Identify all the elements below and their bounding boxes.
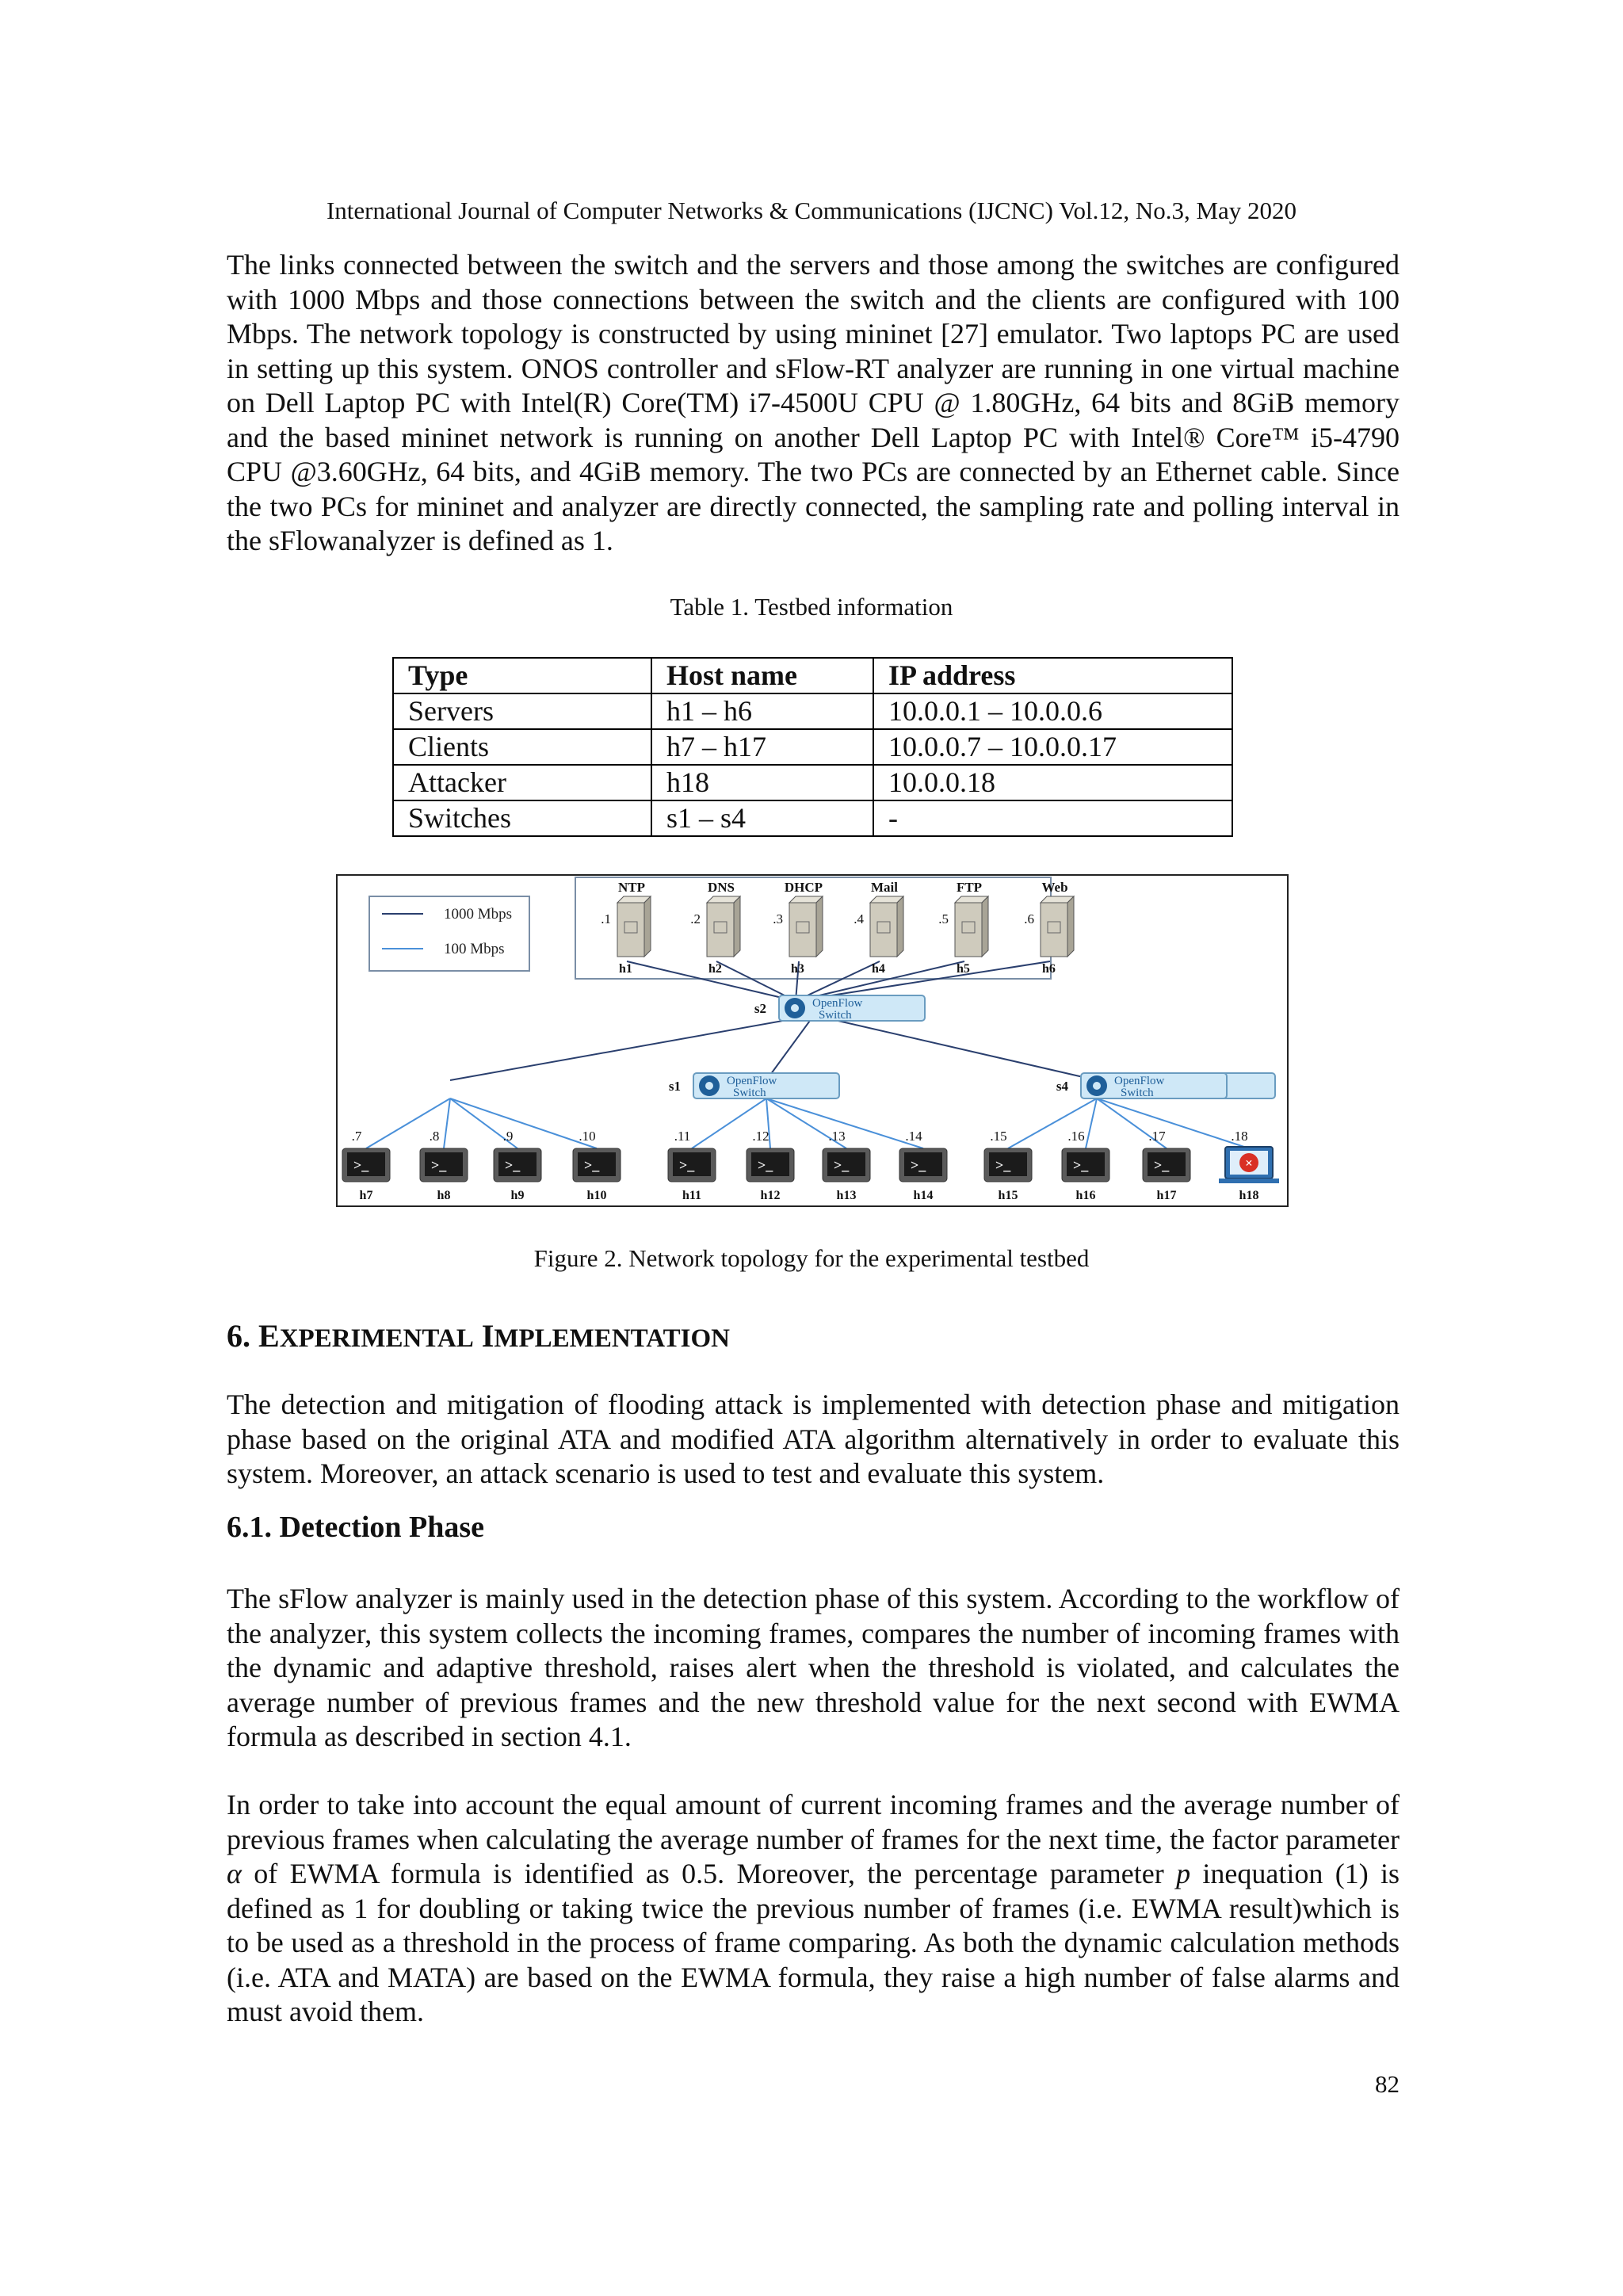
table-caption: Table 1. Testbed information (670, 593, 953, 621)
client-host-label: h16 (1075, 1189, 1096, 1202)
terminal-prompt: >_ (834, 1157, 850, 1173)
table-cell: s1 – s4 (651, 800, 873, 836)
terminal-prompt: >_ (1154, 1157, 1170, 1173)
attacker-alert-icon-mark: × (1245, 1156, 1253, 1171)
server-ip-label: .1 (601, 911, 611, 926)
server-ip-label: .3 (773, 911, 783, 926)
server-role-label: DHCP (784, 880, 823, 895)
table-cell: h18 (651, 765, 873, 800)
switch-logo-icon-inner (791, 1004, 799, 1012)
server-icon-side (644, 896, 651, 957)
client-ip-label: .11 (674, 1129, 691, 1144)
table-cell: Servers (393, 693, 651, 729)
table-header-cell: Type (393, 658, 651, 693)
server-ip-label: .5 (938, 911, 949, 926)
switch-label: Switch (733, 1087, 766, 1099)
section-word-rest: XPERIMENTAL (279, 1324, 474, 1353)
network-topology-figure (336, 874, 1289, 1207)
server-role-label: Web (1041, 880, 1068, 895)
client-host-label: h18 (1239, 1189, 1259, 1202)
table-cell: 10.0.0.7 – 10.0.0.17 (873, 729, 1232, 765)
server-icon-side (897, 896, 903, 957)
page-number: 82 (1375, 2070, 1400, 2098)
client-ip-label: .14 (905, 1129, 922, 1144)
text-span: In order to take into account the equal amount of current incoming frames and the average number of previous frames when calculating the average number of frames for the next time, the factor parameter (227, 1789, 1400, 1855)
server-ip-label: .6 (1024, 911, 1034, 926)
server-ip-label: .2 (690, 911, 701, 926)
section-number: 6. (227, 1318, 258, 1354)
terminal-prompt: >_ (353, 1157, 369, 1173)
table-header-cell: Host name (651, 658, 873, 693)
section-word-rest: MPLEMENTATION (494, 1324, 730, 1353)
switch-logo-icon-inner (705, 1082, 713, 1090)
server-icon-side (734, 896, 740, 957)
p-symbol: p (1176, 1858, 1191, 1889)
client-host-label: h17 (1156, 1189, 1177, 1202)
table-cell: 10.0.0.1 – 10.0.0.6 (873, 693, 1232, 729)
detection-paragraph-2 (227, 1788, 1400, 2030)
client-ip-label: .15 (990, 1129, 1007, 1144)
detection-paragraph-1: The sFlow analyzer is mainly used in the detection phase of this system. According to the workflow of the analyzer, this system collects the incoming frames, compares the number of incoming frames with the dynamic and adaptive threshold, raises alert when the threshold is violated, and calculates the average number of previous frames and the new threshold value for the next second with EWMA formula as described in section 4.1. (227, 1583, 1400, 1752)
server-icon (789, 903, 816, 957)
table-cell: h1 – h6 (651, 693, 873, 729)
table-header-row (393, 658, 1232, 693)
client-host-label: h12 (760, 1189, 781, 1202)
server-icon-side (982, 896, 988, 957)
subsection-heading: 6.1. Detection Phase (227, 1511, 485, 1544)
legend-label: 1000 Mbps (444, 906, 513, 923)
legend-label: 100 Mbps (444, 941, 505, 957)
switch-label: OpenFlow (1114, 1075, 1165, 1087)
text-span: inequation (1) is defined as 1 for doubling or taking twice the previous number of frames (i.e. EWMA result)which is to be used as a threshold in the process of frame comparing. As both the dynamic calculation methods (i.e. ATA and MATA) are based on the EWMA formula, they raise a high number of false alarms and must avoid them. (227, 1858, 1400, 2027)
switch-name-label: s1 (668, 1079, 681, 1094)
client-ip-label: .18 (1231, 1129, 1248, 1144)
terminal-prompt: >_ (505, 1157, 521, 1173)
server-host-label: h5 (957, 962, 970, 976)
section-word-cap: E (258, 1318, 280, 1354)
switch-name-label: s2 (754, 1001, 766, 1016)
switch-label: OpenFlow (812, 997, 863, 1010)
client-host-label: h15 (998, 1189, 1018, 1202)
terminal-prompt: >_ (431, 1157, 447, 1173)
testbed-table (392, 657, 1233, 837)
table-cell: Clients (393, 729, 651, 765)
section-heading (227, 1317, 730, 1354)
client-ip-label: .9 (502, 1129, 514, 1144)
server-icon (870, 903, 897, 957)
server-host-label: h6 (1042, 962, 1056, 976)
server-role-label: Mail (871, 880, 898, 895)
server-icon (707, 903, 734, 957)
client-host-label: h7 (359, 1189, 373, 1202)
switch-label: Switch (819, 1009, 852, 1022)
server-ip-label: .4 (854, 911, 864, 926)
table-cell: Switches (393, 800, 651, 836)
journal-header: International Journal of Computer Networks & Communications (IJCNC) Vol.12, No.3, May 2020 (326, 197, 1297, 224)
terminal-prompt: >_ (911, 1157, 926, 1173)
client-host-label: h13 (836, 1189, 857, 1202)
terminal-prompt: >_ (1073, 1157, 1089, 1173)
alpha-symbol: α (227, 1858, 242, 1889)
client-host-label: h10 (586, 1189, 607, 1202)
switch-logo-icon-inner (1093, 1082, 1101, 1090)
section6-paragraph: The detection and mitigation of flooding attack is implemented with detection phase and mitigation phase based on the original ATA and modified ATA algorithm alternatively in order to evaluate this system. Moreover, an attack scenario is used to test and evaluate this system. (227, 1389, 1400, 1489)
client-ip-label: .8 (429, 1129, 440, 1144)
server-host-label: h3 (791, 962, 804, 976)
table-row (393, 729, 1232, 765)
table-row (393, 693, 1232, 729)
server-role-label: FTP (956, 880, 983, 895)
terminal-prompt: >_ (584, 1157, 600, 1173)
server-host-label: h2 (708, 962, 722, 976)
terminal-prompt: >_ (995, 1157, 1011, 1173)
client-ip-label: .17 (1148, 1129, 1166, 1144)
terminal-prompt: >_ (679, 1157, 695, 1173)
table-row (393, 765, 1232, 800)
server-icon (1041, 903, 1067, 957)
table-cell: Attacker (393, 765, 651, 800)
table-header-cell: IP address (873, 658, 1232, 693)
switch-name-label: s4 (1056, 1079, 1068, 1094)
intro-paragraph: The links connected between the switch and the servers and those among the switches are configured with 1000 Mbps and those connections between the switch and the clients are configured with 100 Mbps. The network topology is constructed by using mininet [27] emulator. Two laptops PC are used in setting up this system. ONOS controller and sFlow-RT analyzer are running in one virtual machine on Dell Laptop PC with Intel(R) Core(TM) i7-4500U CPU @ 1.80GHz, 64 bits and 8GiB memory and the based mininet network is running on another Dell Laptop PC with Intel® Core™ i5-4790 CPU @3.60GHz, 64 bits, and 4GiB memory. The two PCs are connected by an Ethernet cable. Since the two PCs for mininet and analyzer are directly connected, the sampling rate and polling interval in the sFlowanalyzer is defined as 1. (227, 249, 1400, 556)
client-host-label: h9 (510, 1189, 525, 1202)
server-icon-side (1067, 896, 1074, 957)
client-ip-label: .12 (752, 1129, 769, 1144)
table-cell: h7 – h17 (651, 729, 873, 765)
table-cell: 10.0.0.18 (873, 765, 1232, 800)
client-host-label: h11 (682, 1189, 702, 1202)
server-host-label: h4 (872, 962, 885, 976)
table-cell: - (873, 800, 1232, 836)
client-host-label: h14 (913, 1189, 934, 1202)
switch-label: Switch (1121, 1087, 1154, 1099)
client-ip-label: .7 (351, 1129, 362, 1144)
server-host-label: h1 (619, 962, 632, 976)
figure-caption: Figure 2. Network topology for the experimental testbed (533, 1244, 1090, 1272)
client-host-label: h8 (437, 1189, 451, 1202)
server-role-label: DNS (707, 880, 735, 895)
client-ip-label: .16 (1067, 1129, 1085, 1144)
switch-label: OpenFlow (727, 1075, 777, 1087)
terminal-prompt: >_ (758, 1157, 773, 1173)
text-span: of EWMA formula is identified as 0.5. Moreover, the percentage parameter (254, 1858, 1164, 1889)
server-icon (617, 903, 644, 957)
server-icon (955, 903, 982, 957)
section-word-cap: I (481, 1318, 495, 1354)
attacker-laptop-base (1219, 1179, 1279, 1183)
server-role-label: NTP (618, 880, 645, 895)
client-ip-label: .10 (579, 1129, 596, 1144)
client-ip-label: .13 (828, 1129, 846, 1144)
server-icon-side (816, 896, 823, 957)
table-row (393, 800, 1232, 836)
